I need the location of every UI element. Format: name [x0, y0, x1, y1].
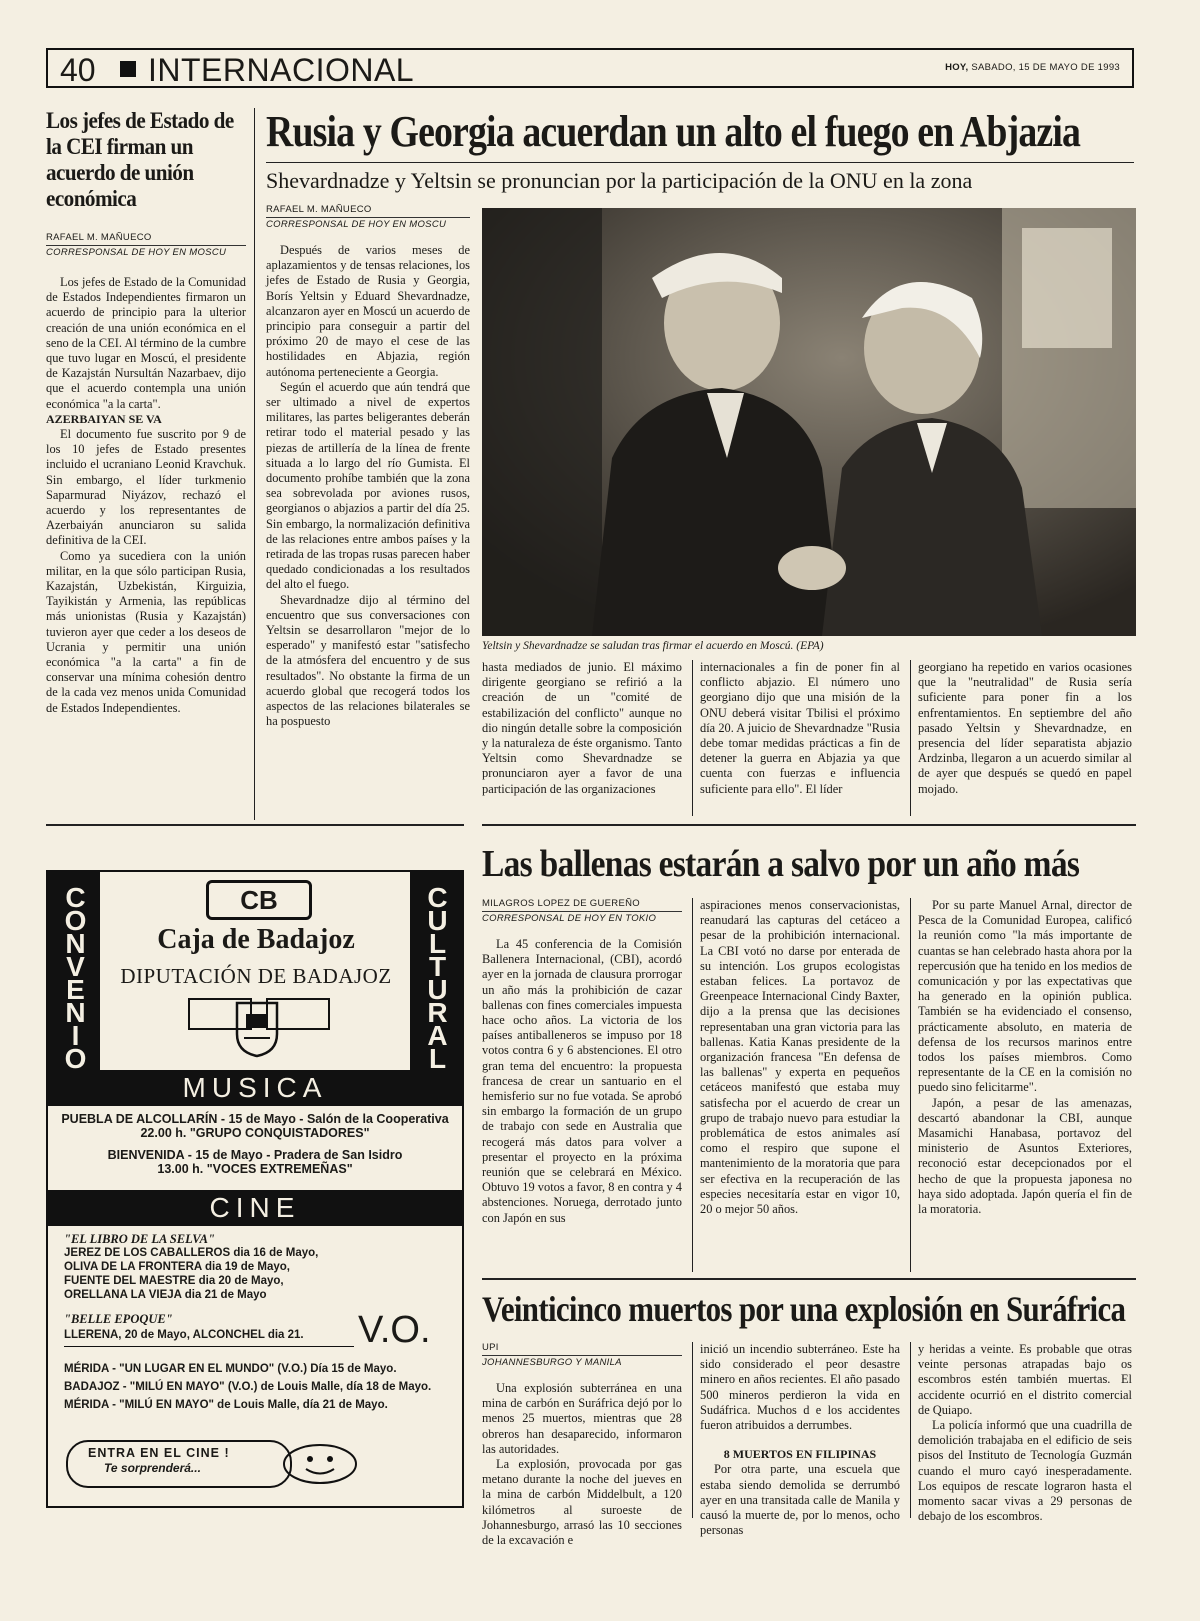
- ballenas-body-1: [482, 937, 682, 1226]
- film-1-title: "EL LIBRO DE LA SELVA": [64, 1232, 215, 1246]
- cei-paragraph: Como ya sucediera con la unión militar, en la que sólo participan Rusia, Kazajstán, Uzbekistán, Kirguizia, Tayikistán y Armenia, las repúblicas más unionistas (Rusia y Kazajstán) tuvieron ayer que ceder a los deseos de Ucrania y permitir una unión económica "a la carta" a fin de conservar una mínima cohesión dentro de la cada vez menos unida Comunidad de Estados Independientes.: [46, 548, 246, 715]
- cei-author-role: CORRESPONSAL DE HOY EN MOSCU: [46, 247, 227, 258]
- page-number: 40: [60, 52, 96, 88]
- georgia-byline: [266, 204, 470, 231]
- georgia-paragraph: georgiano ha repetido en varios ocasiones que la "neutralidad" de Rusia sería suficiente para poner fin a los enfrentamientos. En septiembre del año pasado Yeltsin y Shevardnadze, en presencia del líder separatista abjazio Ardzinba, llegaron a un acuerdo similar al de ayer que después se quedó en papel mojado.: [918, 660, 1132, 796]
- music-event-1-time: 22.00 h. "GRUPO CONQUISTADORES": [140, 1126, 370, 1140]
- georgia-col-1: [266, 204, 470, 730]
- surafrica-headline: Veinticinco muertos por una explosión en Suráfrica: [482, 1289, 1126, 1329]
- georgia-author-role: CORRESPONSAL DE HOY EN MOSCU: [266, 219, 447, 230]
- surafrica-paragraph: y heridas a veinte. Es probable que otras veinte personas atrapadas bajo os escombros estén también muertas. El accidente ocurrió en el distrito comercial de Quiapo.: [918, 1342, 1132, 1417]
- vo-line: BADAJOZ - "MILÚ EN MAYO" (V.O.) de Louis Malle, día 18 de Mayo.: [64, 1381, 432, 1393]
- section-square-icon: [120, 61, 136, 77]
- cine-band: CINE: [48, 1190, 462, 1226]
- section-rule: [482, 824, 1136, 826]
- ballenas-paragraph: Por su parte Manuel Arnal, director de Pesca de la Comunidad Europea, calificó la reunión como "la más importante de cuantas se han celebrado hasta ahora por la repercusión que ha tenido en los medios de comunicación y por las expectativas que ha generado en la opinión publica. También se ha evidenciado el consenso, prácticamente absoluto, en materia de defensa de los recursos marinos entre todos los países miembros. Como representante de la CE en la comisión no puedo sino felicitarme".: [918, 898, 1132, 1095]
- surafrica-paragraph: inició un incendio subterráneo. Este ha sido considerado el peor desastre minero en años recientes. El año pasado 500 mineros perdieron la vida en Sudáfrica. Muchos d e los accidentes fueron atribuidos a derrumbes.: [700, 1342, 900, 1433]
- dateline: [945, 62, 1120, 73]
- music-band: MUSICA: [48, 1070, 462, 1106]
- ballenas-col-2: [700, 898, 900, 1217]
- headline-rule: [266, 162, 1134, 163]
- film-2-title: "BELLE EPOQUE": [64, 1312, 173, 1326]
- vo-label: V.O.: [358, 1309, 431, 1351]
- section-rule: [482, 1278, 1136, 1280]
- cei-paragraph: Los jefes de Estado de la Comunidad de Estados Independientes firmaron un acuerdo de principio para la ulterior creación de una unión económica en el seno de la CEI. Al término de la cumbre que tuvo lugar en Moscú, el presidente de Kazajstán Nursultán Nazarbaev, dijo que el acuerdo contempla una unión económica "a la carta".: [46, 275, 246, 411]
- ballenas-col-1: [482, 898, 682, 1226]
- ad-right-label: CULTURAL: [422, 882, 453, 1066]
- ballenas-col-3: [918, 898, 1132, 1217]
- georgia-subheadline: Shevardnadze y Yeltsin se pronuncian por la participación de la ONU en la zona: [266, 168, 973, 193]
- georgia-paragraph: Shevardnadze dijo al término del encuentro que sus conversaciones con Yeltsin se desarrollaron "mejor de lo esperado" y manifestó estar "satisfecho de la atmósfera del encuentro y de sus resultados". No obstante la firma de un acuerdo global que recogerá todos los aspectos de las relaciones bilaterales se ha pospuesto: [266, 592, 470, 729]
- ad-rule: [64, 1346, 354, 1347]
- news-photo: [482, 208, 1136, 636]
- column-rule: [254, 108, 255, 820]
- film-2-line: LLERENA, 20 de Mayo, ALCONCHEL dia 21.: [64, 1329, 304, 1341]
- column-rule: [910, 1342, 911, 1518]
- film-1-line: FUENTE DEL MAESTRE dia 20 de Mayo,: [64, 1275, 284, 1287]
- column-rule: [692, 1342, 693, 1518]
- surafrica-col-3: [918, 1342, 1132, 1524]
- newspaper-name: HOY,: [945, 62, 969, 73]
- film-1-line: ORELLANA LA VIEJA dia 21 de Mayo: [64, 1289, 267, 1301]
- surafrica-paragraph: La explosión, provocada por gas metano durante la noche del jueves en la mina de carbón Middelbult, a 120 kilómetros al suroeste de Johannesburgo, arrasó las 10 secciones de la excavación e: [482, 1457, 682, 1548]
- music-event-2-time: 13.00 h. "VOCES EXTREMEÑAS": [157, 1162, 353, 1176]
- caja-logo-icon: CB: [206, 880, 312, 920]
- cei-author: RAFAEL M. MAÑUECO: [46, 232, 246, 246]
- column-rule: [910, 898, 911, 1272]
- vo-line: MÉRIDA - "MILÚ EN MAYO" de Louis Malle, día 21 de Mayo.: [64, 1399, 388, 1411]
- georgia-col-2: [482, 660, 682, 797]
- surafrica-paragraph: La policía informó que una cuadrilla de demolición trabajaba en el edificio de seis pisos del Instituto de Tecnología Guzmán cuando el muro cayó inesperadamente. Los equipos de rescate lograron hasta el momento sacar vivas a 29 personas de debajo de los escombros.: [918, 1418, 1132, 1524]
- music-event-2: BIENVENIDA - 15 de Mayo - Pradera de San Isidro: [107, 1148, 403, 1162]
- surafrica-author-role: JOHANNESBURGO Y MANILA: [482, 1357, 622, 1368]
- ballenas-headline: Las ballenas estarán a salvo por un año más: [482, 843, 1080, 885]
- ad-slogan-1: ENTRA EN EL CINE !: [88, 1446, 230, 1460]
- ad-sponsor: Caja de Badajoz: [157, 924, 355, 955]
- surafrica-byline: [482, 1342, 682, 1369]
- georgia-paragraph: Después de varios meses de aplazamientos y de tensas relaciones, los jefes de Estado de Rusia y Georgia, Borís Yeltsin y Eduard Shevardnadze, alcanzaron ayer en Moscú un acuerdo de principio para conseguir a partir del próximo 20 de mayo el cese de las hostilidades en Abjazia, región autónoma perteneciente a Georgia.: [266, 243, 470, 379]
- film-1-line: JEREZ DE LOS CABALLEROS dia 16 de Mayo,: [64, 1247, 319, 1259]
- film-1-line: OLIVA DE LA FRONTERA dia 19 de Mayo,: [64, 1261, 290, 1273]
- column-rule: [692, 898, 693, 1272]
- smiley-icon: [280, 1442, 360, 1486]
- yeltsin-shevardnadze-photo: [482, 208, 1136, 636]
- section-rule: [46, 824, 464, 826]
- ballenas-paragraph: Japón, a pesar de las amenazas, descartó abandonar la CBI, aunque Masamichi Hanabasa, portavoz del ministerio de Asuntos Exteriores, reconoció estar decepcionados por el hecho de que la propuesta japonesa no haya sido adoptada. Japón quería el fin de la moratoria.: [918, 1095, 1132, 1217]
- cei-headline: Los jefes de Estado de la CEI firman un acuerdo de unión económica: [46, 108, 234, 211]
- cultural-agreement-ad: [46, 870, 464, 1508]
- issue-date: SABADO, 15 DE MAYO DE 1993: [971, 62, 1120, 73]
- surafrica-col-1: [482, 1342, 682, 1548]
- ballenas-paragraph: aspiraciones menos conservacionistas, reanudará las capturas del cetáceo a pesar de la prohibición internacional. La CBI votó no darse por enterada de su intención. Los grupos ecologistas estaban felices. La portavoz de Greenpeace Internacional Cindy Baxter, dijo a la prensa que las decisiones representaban una gran victoria para las ballenas. Katia Kanas presidente de la organización francesa "En defensa de las ballenas" y experta en pequeños cetáceos manifestó que estaba muy satisfecha por el acuerdo de crear un grupo de trabajo nuevo para estudiar la problemática de estos animales así como el respiro que supone el mantenimiento de la moratoria que para ser efectiva en la recuperación de las especies necesitaría estar en vigor 10, 20 o mejor 50 años.: [700, 898, 900, 1217]
- photo-caption: Yeltsin y Shevardnadze se saludan tras firmar el acuerdo en Moscú. (EPA): [482, 640, 824, 652]
- surafrica-author: UPI: [482, 1342, 682, 1356]
- georgia-paragraph: internacionales a fin de poner fin al conflicto abjazio. El número uno georgiano dijo que una misión de la ONU deberá visitar Tbilisi el próximo día 20. A juicio de Shevardnadze "Rusia debe tomar medidas prácticas a fin de detener la guerra en Abjazia ya que cuenta con fuerzas e influencia suficiente para ello". El líder: [700, 660, 900, 796]
- cei-subhead: AZERBAIYAN SE VA: [46, 411, 162, 426]
- cei-paragraph: El documento fue suscrito por 9 de los 10 jefes de Estado presentes incluido el ucraniano Leonid Kravchuk. Sin embargo, el líder turkmenio Saparmurad Niyázov, rechazó el acuerdo y los representantes de Azerbaiyán anunciaron su salida definitiva de la CEI.: [46, 427, 246, 548]
- ballenas-author: MILAGROS LOPEZ DE GUEREÑO: [482, 898, 682, 912]
- georgia-paragraph: Según el acuerdo que aún tendrá que ser ultimado a nivel de expertos militares, las partes beligerantes deberán retirar todo el material pesado y las piezas de artillería de la línea de frente situada a lo largo del río Gumista. El documento prohíbe también que la zona sea sobrevolada por aviones rusos, georgianos o abjazios a partir del día 25. Sin embargo, la normalización definitiva de las relaciones entre ambos países y la retirada de las tropas rusas parecen haber quedado condicionadas a los resultados del alto el fuego.: [266, 379, 470, 592]
- cei-byline: [46, 232, 246, 259]
- page-header: [46, 48, 1134, 88]
- ballenas-author-role: CORRESPONSAL DE HOY EN TOKIO: [482, 913, 657, 924]
- ballenas-byline: [482, 898, 682, 925]
- column-rule: [910, 660, 911, 816]
- georgia-author: RAFAEL M. MAÑUECO: [266, 204, 470, 218]
- article-cei: [46, 108, 246, 716]
- ad-left-label: CONVENIO: [60, 882, 91, 1066]
- georgia-col-3: [700, 660, 900, 797]
- cei-body: [46, 275, 246, 716]
- georgia-headline: Rusia y Georgia acuerdan un alto el fuego en Abjazia: [266, 107, 1081, 156]
- column-rule: [692, 660, 693, 816]
- surafrica-subhead: 8 MUERTOS EN FILIPINAS: [723, 1447, 877, 1462]
- section-title: INTERNACIONAL: [148, 52, 415, 88]
- georgia-body-1: [266, 243, 470, 730]
- surafrica-paragraph: Una explosión subterránea en una mina de carbón en Suráfrica dejó por lo menos 25 muertos, mientras que 28 obreros han desaparecido, informaron las autoridades.: [482, 1381, 682, 1456]
- surafrica-body-1: [482, 1381, 682, 1548]
- vo-line: MÉRIDA - "UN LUGAR EN EL MUNDO" (V.O.) Día 15 de Mayo.: [64, 1363, 397, 1375]
- ad-slogan-2: Te sorprenderá...: [104, 1461, 201, 1475]
- ad-sponsor-2: DIPUTACIÓN DE BADAJOZ: [120, 964, 392, 988]
- coat-of-arms-icon: [234, 1000, 280, 1058]
- georgia-col-4: [918, 660, 1132, 797]
- ballenas-paragraph: La 45 conferencia de la Comisión Ballenera Internacional, (CBI), acordó ayer en la jornada de clausura prorrogar un año más la prohibición de cazar ballenas con fines comerciales impuesta hace ocho años. La victoria de los países antiballeneros se impuso por 18 votos contra 6 y 6 abstenciones. El otro gran tema del encuentro: la propuesta francesa de crear un santuario en el hemisferio sur no fue votada. Se aprobó sin embargo la formación de un grupo de trabajo con sede en Australia que recogerá más datos para volver a presentar el proyecto en la próxima reunión que se celebrará en México. Obtuvo 19 votos a favor, 8 en contra y 4 abstenciones. Noruega, derrotado junto con Japón en sus: [482, 937, 682, 1225]
- georgia-paragraph: hasta mediados de junio. El máximo dirigente georgiano se refirió a la creación de un "comité de estabilización del conflicto" aunque no dio ningún detalle sobre la composición y la naturaleza de éste organismo. Tanto Yeltsin como Shevardnadze se pronunciaron ayer a favor de una participación de las organizaciones: [482, 660, 682, 796]
- surafrica-paragraph: Por otra parte, una escuela que estaba siendo demolida se derrumbó ayer en una transitada calle de Manila y causó la muerte de, por lo menos, ocho personas: [700, 1462, 900, 1538]
- music-event-1: PUEBLA DE ALCOLLARÍN - 15 de Mayo - Salón de la Cooperativa: [61, 1112, 449, 1126]
- surafrica-col-2: [700, 1342, 900, 1538]
